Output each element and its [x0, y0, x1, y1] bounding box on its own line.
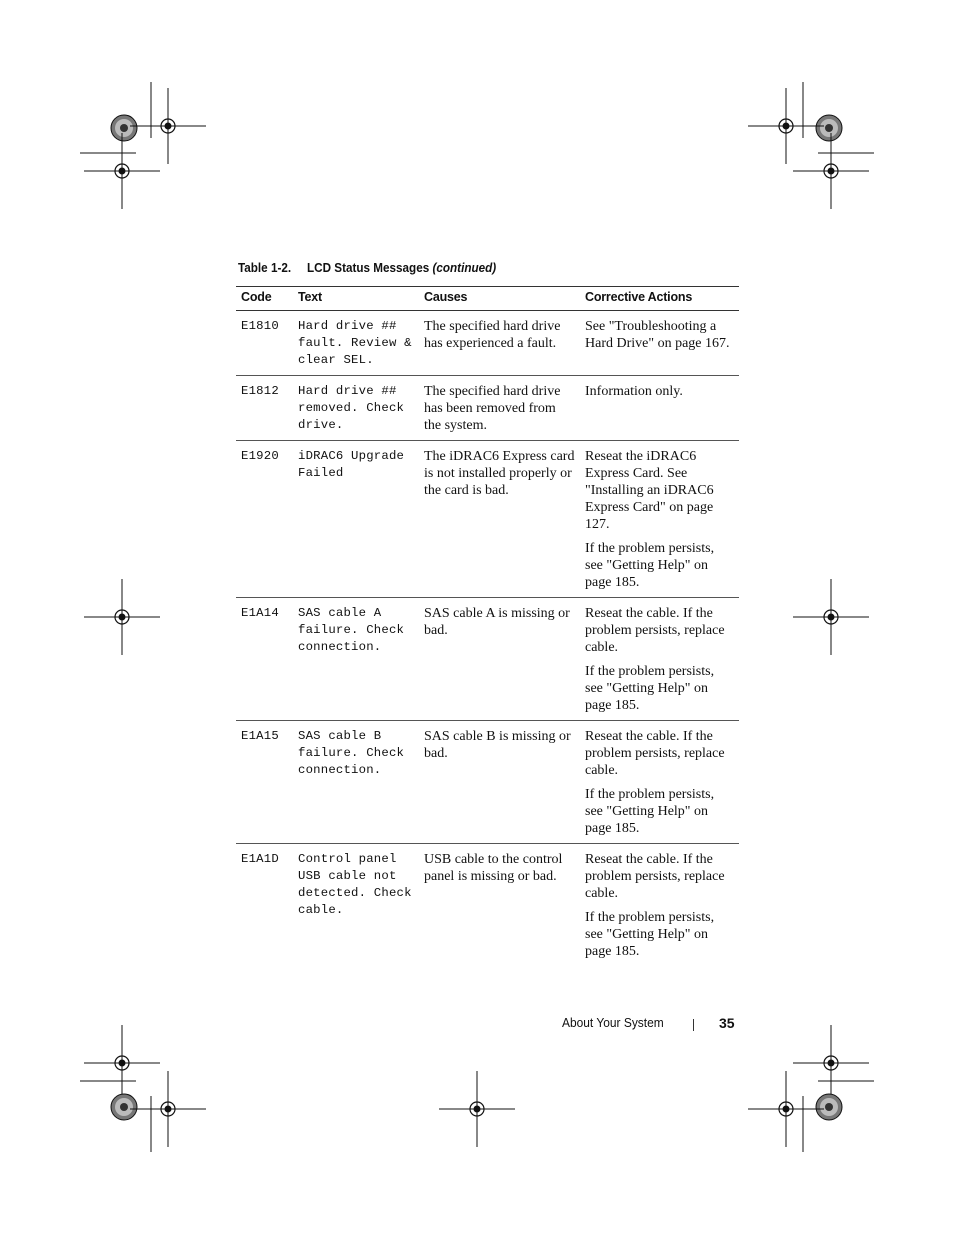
- crop-mark-bottom-left: [80, 1025, 206, 1152]
- cell-causes: SAS cable B is missing or bad.: [419, 721, 580, 844]
- cell-actions: [580, 441, 739, 598]
- cell-code: E1920: [236, 441, 293, 598]
- table-row: [236, 598, 739, 721]
- cell-code: E1812: [236, 376, 293, 441]
- cell-actions: [580, 311, 739, 376]
- table-row: [236, 441, 739, 598]
- action-paragraph: If the problem persists, see "Getting Help" on page 185.: [585, 664, 715, 713]
- header-corrective-actions: Corrective Actions: [580, 287, 739, 311]
- footer-section-title: About Your System: [562, 1015, 664, 1030]
- cell-text: SAS cable A failure. Check connection.: [293, 598, 419, 721]
- crop-mark-mid-right: [793, 579, 869, 655]
- action-paragraph: If the problem persists, see "Getting Help" on page 185.: [585, 541, 715, 590]
- cell-causes: The specified hard drive has been removed from the system.: [419, 376, 580, 441]
- cell-actions: [580, 598, 739, 721]
- cell-actions: [580, 721, 739, 844]
- cell-text: Control panel USB cable not detected. Check cable.: [298, 852, 412, 917]
- cell-actions: [580, 844, 739, 967]
- header-code: Code: [236, 287, 293, 311]
- lcd-status-table: [236, 286, 739, 966]
- action-paragraph: Reseat the cable. If the problem persists, replace cable.: [585, 852, 725, 901]
- table-caption: [238, 260, 496, 275]
- table-row: [236, 376, 739, 441]
- table-continued-label: (continued): [432, 260, 497, 275]
- page-number: 35: [719, 1015, 735, 1031]
- action-paragraph: If the problem persists, see "Getting Help" on page 185.: [585, 910, 715, 959]
- crop-mark-top-left: [80, 82, 206, 209]
- table-row: [236, 721, 739, 844]
- table-row: [236, 311, 739, 376]
- action-paragraph: If the problem persists, see "Getting Help" on page 185.: [585, 787, 715, 836]
- cell-text: Hard drive ## fault. Review & clear SEL.: [293, 311, 419, 376]
- cell-actions: [580, 376, 739, 441]
- footer-divider: [693, 1019, 694, 1031]
- crop-mark-bottom-center: [439, 1071, 515, 1147]
- cell-causes: The specified hard drive has experienced a fault.: [419, 311, 580, 376]
- crop-mark-bottom-right: [748, 1025, 874, 1152]
- crop-mark-top-right: [748, 82, 874, 209]
- cell-causes: The iDRAC6 Express card is not installed properly or the card is bad.: [419, 441, 580, 598]
- action-paragraph: Information only.: [585, 384, 683, 399]
- table-header-row: [236, 287, 739, 311]
- cell-causes: SAS cable A is missing or bad.: [419, 598, 580, 721]
- action-paragraph: See "Troubleshooting a Hard Drive" on page 167.: [585, 319, 730, 351]
- cell-code: E1810: [236, 311, 293, 376]
- action-paragraph: Reseat the cable. If the problem persists, replace cable.: [585, 729, 725, 778]
- table-number: Table 1-2.: [238, 260, 292, 275]
- table-title: LCD Status Messages: [306, 260, 430, 275]
- crop-mark-mid-left: [84, 579, 160, 655]
- cell-code: E1A14: [236, 598, 293, 721]
- action-paragraph: Reseat the cable. If the problem persists, replace cable.: [585, 606, 725, 655]
- cell-text: SAS cable B failure. Check connection.: [293, 721, 419, 844]
- header-causes: Causes: [419, 287, 580, 311]
- header-text: Text: [293, 287, 419, 311]
- cell-code: E1A1D: [241, 852, 279, 866]
- action-paragraph: Reseat the iDRAC6 Express Card. See "Installing an iDRAC6 Express Card" on page 127.: [585, 449, 714, 532]
- page-footer: [562, 1015, 735, 1031]
- cell-text: iDRAC6 Upgrade Failed: [293, 441, 419, 598]
- cell-code: E1A15: [236, 721, 293, 844]
- table-row: [236, 844, 739, 967]
- cell-causes: USB cable to the control panel is missing or bad.: [424, 852, 563, 884]
- cell-text: Hard drive ## removed. Check drive.: [293, 376, 419, 441]
